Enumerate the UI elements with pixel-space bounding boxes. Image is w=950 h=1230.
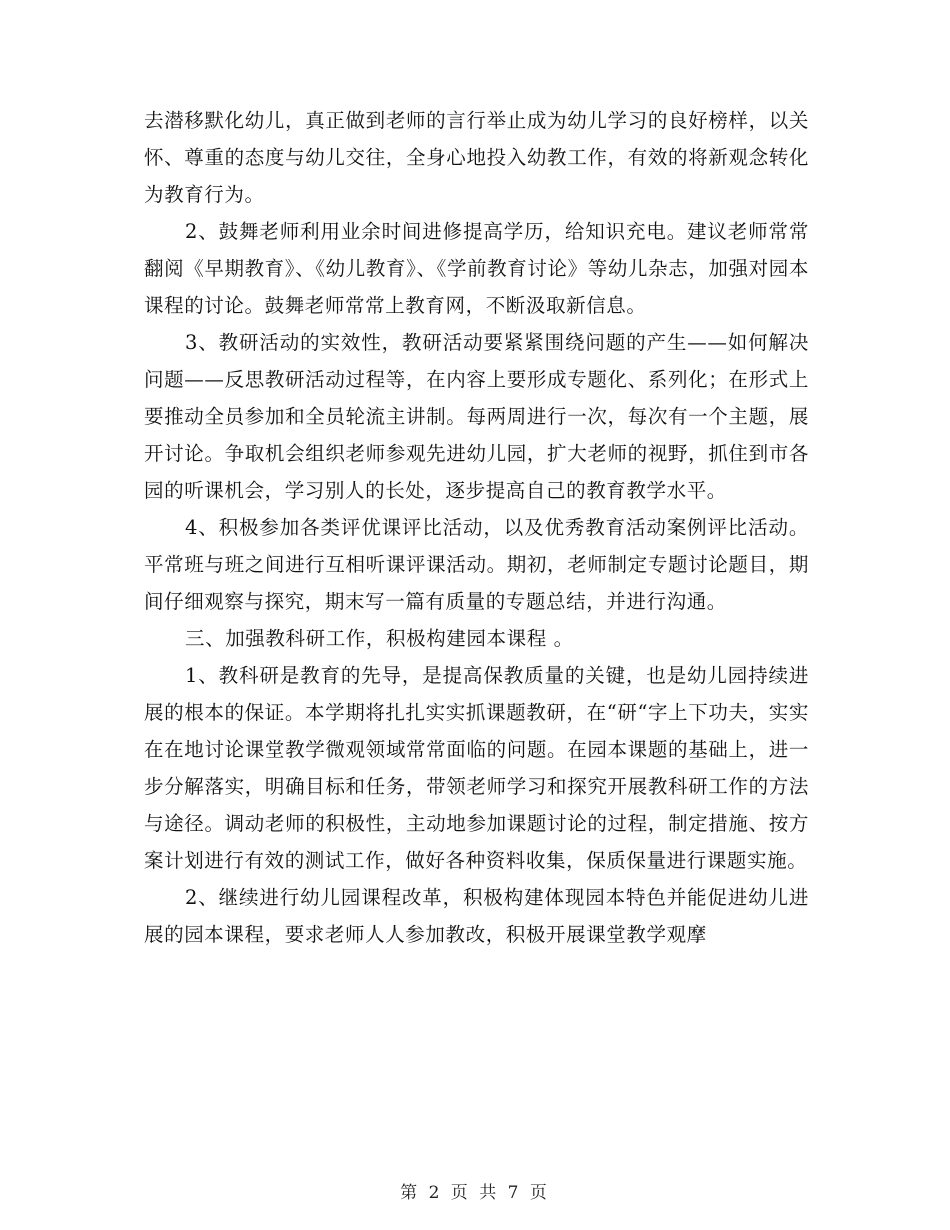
section-heading-3: 三、加强教科研工作，积极构建园本课程 。: [185, 627, 574, 650]
document-body: [144, 102, 809, 953]
paragraph-item-2: 2、鼓舞老师利用业余时间进修提高学历，给知识充电。建议老师常常翻阅《早期教育》、《幼儿教育》、《学前教育讨论》等幼儿杂志，加强对园本课程的讨论。鼓舞老师常常上教育网，不断汲取新信息。: [144, 220, 809, 317]
paragraph-continued: 去潜移默化幼儿，真正做到老师的言行举止成为幼儿学习的良好榜样，以关怀、尊重的态度与幼儿交往，全身心地投入幼教工作，有效的将新观念转化为教育行为。: [144, 109, 809, 206]
paragraph-section3-item-2: 2、继续进行幼儿园课程改革，积极构建体现园本特色并能促进幼儿进展的园本课程，要求老师人人参加教改，积极开展课堂教学观摩: [144, 886, 809, 946]
paragraph-section3-item-1: 1、教科研是教育的先导，是提高保教质量的关键，也是幼儿园持续进展的根本的保证。本学期将扎扎实实抓课题教研，在“研“字上下功夫，实实在在地讨论课堂教学微观领域常常面临的问题。在园本课题的基础上，进一步分解落实，明确目标和任务，带领老师学习和探究开展教科研工作的方法与途径。调动老师的积极性，主动地参加课题讨论的过程，制定措施、按方案计划进行有效的测试工作，做好各种资料收集，保质保量进行课题实施。: [144, 664, 809, 872]
paragraph-item-3: 3、教研活动的实效性，教研活动要紧紧围绕问题的产生——如何解决问题——反思教研活动过程等，在内容上要形成专题化、系列化；在形式上要推动全员参加和全员轮流主讲制。每两周进行一次，每次有一个主题，展开讨论。争取机会组织老师参观先进幼儿园，扩大老师的视野，抓住到市各园的听课机会，学习别人的长处，逐步提高自己的教育教学水平。: [144, 331, 809, 502]
page-footer: 第 2 页 共 7 页: [400, 1183, 550, 1203]
paragraph-item-4: 4、积极参加各类评优课评比活动，以及优秀教育活动案例评比活动。平常班与班之间进行互相听课评课活动。期初，老师制定专题讨论题目，期间仔细观察与探究，期末写一篇有质量的专题总结，并进行沟通。: [144, 516, 809, 613]
